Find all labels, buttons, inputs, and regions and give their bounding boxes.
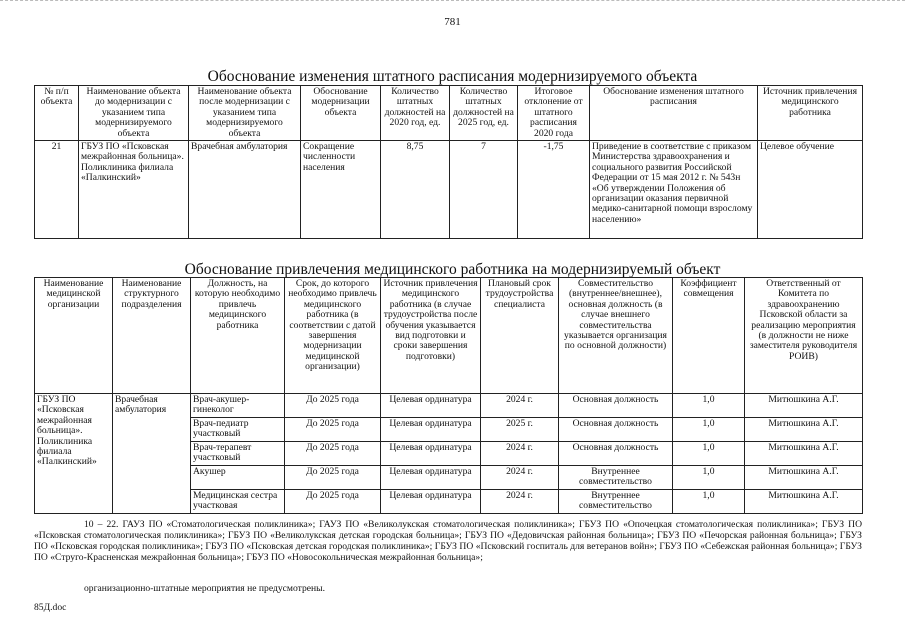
object-number: 21 [35,141,79,239]
header-cell: Коэффициент совмещения [673,278,745,394]
count-2025: 7 [450,141,518,239]
header-cell: Количество штатных должностей на 2025 год, ед. [450,86,518,141]
planned-year: 2024 г. [481,490,559,514]
object-before-cell [79,141,189,239]
table-header-row [35,278,863,394]
header-cell: Обоснование изменения штатного расписания [590,86,758,141]
position: Врач-терапевт участковый [191,442,285,466]
deviation: -1,75 [518,141,590,239]
table-row [35,141,863,239]
source: Целевая ординатура [381,394,481,418]
position: Медицинская сестра участковая [191,490,285,514]
header-cell: Срок, до которого необходимо привлечь медицинского работника (в соответствии с датой завершения модернизации медицинской организации) [285,278,381,394]
unit-name: Врачебная амбулатория [113,394,191,514]
doc-filename: 85Д.doc [34,602,67,613]
table-header-row [35,86,863,141]
header-cell: Должность, на которую необходимо привлечь медицинского работника [191,278,285,394]
header-cell: Наименование структурного подразделения [113,278,191,394]
org-cell [35,394,113,514]
org-name: ГБУЗ ПО «Псковская межрайонная больница». [37,394,92,437]
coefficient: 1,0 [673,490,745,514]
combination: Основная должность [559,394,673,418]
table-row [35,394,863,418]
source: Целевая ординатура [381,442,481,466]
combination: Основная должность [559,442,673,466]
page-number: 781 [444,16,461,28]
source: Целевая ординатура [381,466,481,490]
recruitment-table [34,277,863,514]
header-cell: Плановый срок трудоустройства специалиста [481,278,559,394]
staffing-change-table [34,85,863,239]
source: Целевая ординатура [381,418,481,442]
responsible: Митюшкина А.Г. [745,418,863,442]
planned-year: 2024 г. [481,442,559,466]
planned-year: 2024 г. [481,466,559,490]
object-before-sub: Поликлиника филиала «Палкинский» [81,161,174,184]
object-after: Врачебная амбулатория [189,141,301,239]
responsible: Митюшкина А.Г. [745,490,863,514]
header-cell: Количество штатных должностей на 2020 год, ед. [381,86,450,141]
page-edge [0,0,905,4]
deadline: До 2025 года [285,490,381,514]
header-cell: Обоснование модернизации объекта [301,86,381,141]
planned-year: 2024 г. [481,394,559,418]
section1-title: Обоснование изменения штатного расписания модернизируемого объекта [207,68,698,85]
coefficient: 1,0 [673,466,745,490]
header-cell: Наименование медицинской организации [35,278,113,394]
count-2020: 8,75 [381,141,450,239]
header-cell: Итоговое отклонение от штатного расписания 2020 года [518,86,590,141]
combination: Внутреннее совместительство [559,490,673,514]
change-justification: Приведение в соответствие с приказом Министерства здравоохранения и социального развития Российской Федерации от 15 мая 2012 г. № 543н «Об утверждении Положения об организации оказания первичной медико-санитарной помощи взрослому населению» [590,141,758,239]
coefficient: 1,0 [673,418,745,442]
combination: Основная должность [559,418,673,442]
deadline: До 2025 года [285,442,381,466]
responsible: Митюшкина А.Г. [745,394,863,418]
coefficient: 1,0 [673,442,745,466]
section2-title: Обоснование привлечения медицинского работника на модернизируемый объект [184,261,721,278]
coefficient: 1,0 [673,394,745,418]
position: Врач-педиатр участковый [191,418,285,442]
responsible: Митюшкина А.Г. [745,442,863,466]
deadline: До 2025 года [285,418,381,442]
header-cell: Наименование объекта до модернизации с указанием типа модернизируемого объекта [79,86,189,141]
planned-year: 2025 г. [481,418,559,442]
modernization-reason: Сокращение численности населения [301,141,381,239]
worker-source: Целевое обучение [758,141,863,239]
combination: Внутреннее совместительство [559,466,673,490]
note-text: организационно-штатные мероприятия не предусмотрены. [84,583,325,594]
org-sub: Поликлиника филиала «Палкинский» [37,435,97,468]
header-cell: Ответственный от Комитета по здравоохранению Псковской области за реализацию мероприятия (в должности не ниже заместителя руководителя РОИВ) [745,278,863,394]
position: Акушер [191,466,285,490]
header-cell: Источник привлечения медицинского работника (в случае трудоустройства после обучения указывается вид подготовки и сроки завершения подготовки) [381,278,481,394]
header-cell: Совместительство (внутреннее/внешнее), основная должность (в случае внешнего совместительства указывается организация по основной должности) [559,278,673,394]
position: Врач-акушер-гинеколог [191,394,285,418]
responsible: Митюшкина А.Г. [745,466,863,490]
header-cell: № п/п объекта [35,86,79,141]
header-cell: Наименование объекта после модернизации с указанием типа модернизируемого объекта [189,86,301,141]
source: Целевая ординатура [381,490,481,514]
deadline: До 2025 года [285,466,381,490]
deadline: До 2025 года [285,394,381,418]
header-cell: Источник привлечения медицинского работника [758,86,863,141]
object-before-name: ГБУЗ ПО «Псковская межрайонная больница». [81,141,184,163]
footnote-paragraph: 10 – 22. ГАУЗ ПО «Стоматологическая поликлиника»; ГАУЗ ПО «Великолукская стоматологическая поликлиника»; ГБУЗ ПО «Опочецкая стоматологическая поликлиника»; ГБУЗ ПО «Псковская стоматологическая поликлиника»; ГБУЗ ПО «Великолукская детская городская больница»; ГБУЗ ПО «Дедовичская районная больница»; ГБУЗ ПО «Печорская районная больница»; ГБУЗ ПО «Псковская городская поликлиника»; ГБУЗ ПО «Псковская детская городская поликлиника»; ГБУЗ ПО «Псковский госпиталь для ветеранов войн»; ГБУЗ ПО «Себежская районная больница»; ГБУЗ ПО «Струго-Красненская межрайонная больница»; ГБУЗ ПО «Новосокольническая межрайонная больница»; [34,519,862,563]
